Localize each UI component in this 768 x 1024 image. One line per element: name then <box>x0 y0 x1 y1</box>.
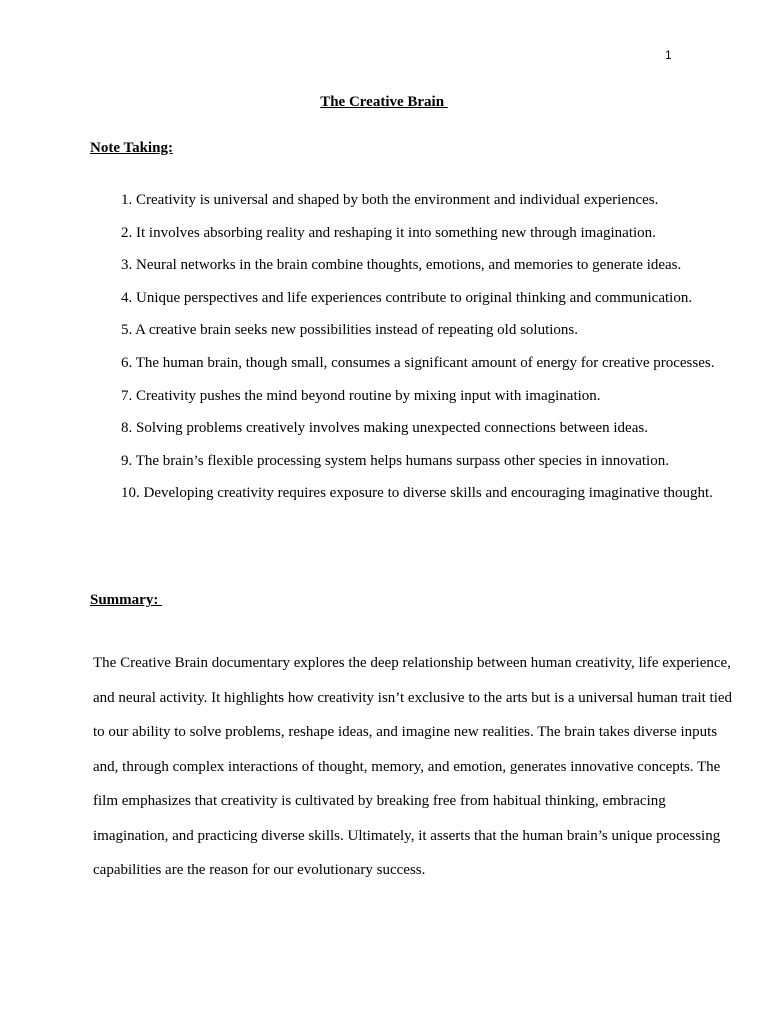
notes-list <box>121 190 741 516</box>
summary-heading: Summary: <box>90 592 163 608</box>
list-item: 3. Neural networks in the brain combine thoughts, emotions, and memories to generate ideas. <box>121 257 682 274</box>
summary-line: to our ability to solve problems, reshape ideas, and imagine new realities. The brain takes diverse inputs <box>93 724 718 740</box>
list-item: 7. Creativity pushes the mind beyond routine by mixing input with imagination. <box>121 387 601 404</box>
document-title-text: The Creative Brain <box>320 94 448 110</box>
summary-line: capabilities are the reason for our evolutionary success. <box>93 862 426 878</box>
list-item: 9. The brain’s flexible processing system helps humans surpass other species in innovation. <box>121 452 669 469</box>
list-item: 6. The human brain, though small, consumes a significant amount of energy for creative processes. <box>121 354 715 371</box>
summary-line: and, through complex interactions of thought, memory, and emotion, generates innovative concepts. The <box>93 758 721 775</box>
summary-line: imagination, and practicing diverse skills. Ultimately, it asserts that the human brain’s unique processing <box>93 827 721 844</box>
list-item: 8. Solving problems creatively involves making unexpected connections between ideas. <box>121 420 648 437</box>
note-taking-heading: Note Taking: <box>90 140 173 156</box>
page-number: 1 <box>665 48 672 62</box>
list-item: 2. It involves absorbing reality and reshaping it into something new through imagination. <box>121 224 656 241</box>
list-item: 5. A creative brain seeks new possibilities instead of repeating old solutions. <box>121 322 578 339</box>
list-item: 4. Unique perspectives and life experiences contribute to original thinking and communication. <box>121 289 693 306</box>
summary-line: The Creative Brain documentary explores the deep relationship between human creativity, life experience, <box>93 655 731 671</box>
summary-line: film emphasizes that creativity is cultivated by breaking free from habitual thinking, embracing <box>93 793 666 809</box>
document-title <box>0 92 768 112</box>
list-item: 10. Developing creativity requires exposure to diverse skills and encouraging imaginative thought. <box>121 485 713 502</box>
list-item: 1. Creativity is universal and shaped by both the environment and individual experiences. <box>121 192 659 208</box>
summary-paragraph <box>93 646 743 888</box>
summary-line: and neural activity. It highlights how creativity isn’t exclusive to the arts but is a universal human trait tied <box>93 689 733 706</box>
